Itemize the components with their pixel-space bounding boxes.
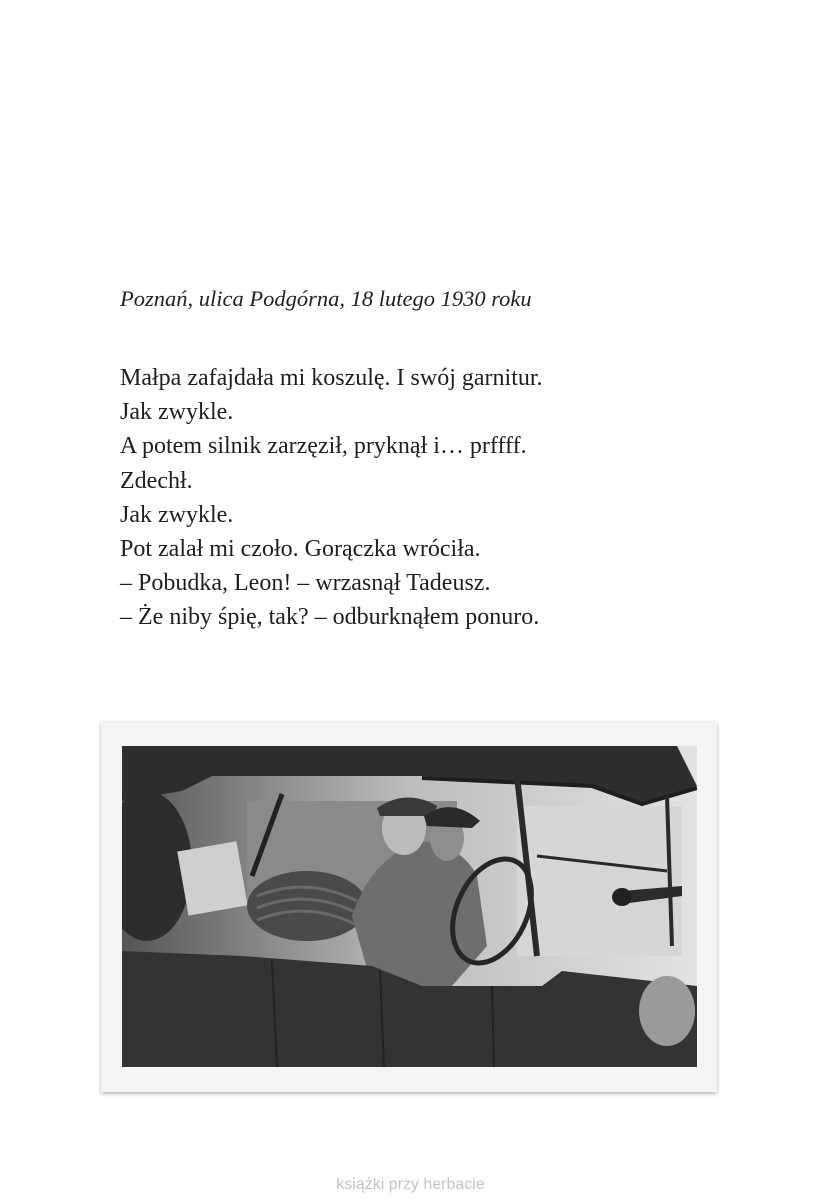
photo-frame bbox=[101, 722, 717, 1092]
paragraph-line: A potem silnik zarzęził, pryknął i… prffff. bbox=[120, 433, 527, 460]
paragraph-line: Pot zalał mi czoło. Gorączka wróciła. bbox=[120, 536, 481, 563]
window-glass bbox=[517, 806, 682, 956]
paragraph-line: Jak zwykle. bbox=[120, 501, 234, 528]
paragraph-line: – Pobudka, Leon! – wrzasnął Tadeusz. bbox=[120, 570, 491, 597]
paragraph-line: Jak zwykle. bbox=[120, 399, 234, 426]
paragraph-line: Małpa zafajdała mi koszulę. I swój garnitur. bbox=[120, 365, 543, 391]
body-text bbox=[120, 361, 543, 635]
headlamp bbox=[639, 976, 695, 1046]
vintage-car-photo bbox=[122, 746, 697, 1067]
chapter-heading: Poznań, ulica Podgórna, 18 lutego 1930 roku bbox=[120, 286, 532, 311]
watermark: książki przy herbacie bbox=[336, 1176, 485, 1193]
package bbox=[177, 841, 247, 915]
paragraph-line: – Że niby śpię, tak? – odburknąłem ponuro. bbox=[120, 604, 540, 631]
photo-illustration bbox=[122, 746, 697, 1067]
paragraph-line: Zdechł. bbox=[120, 467, 193, 494]
